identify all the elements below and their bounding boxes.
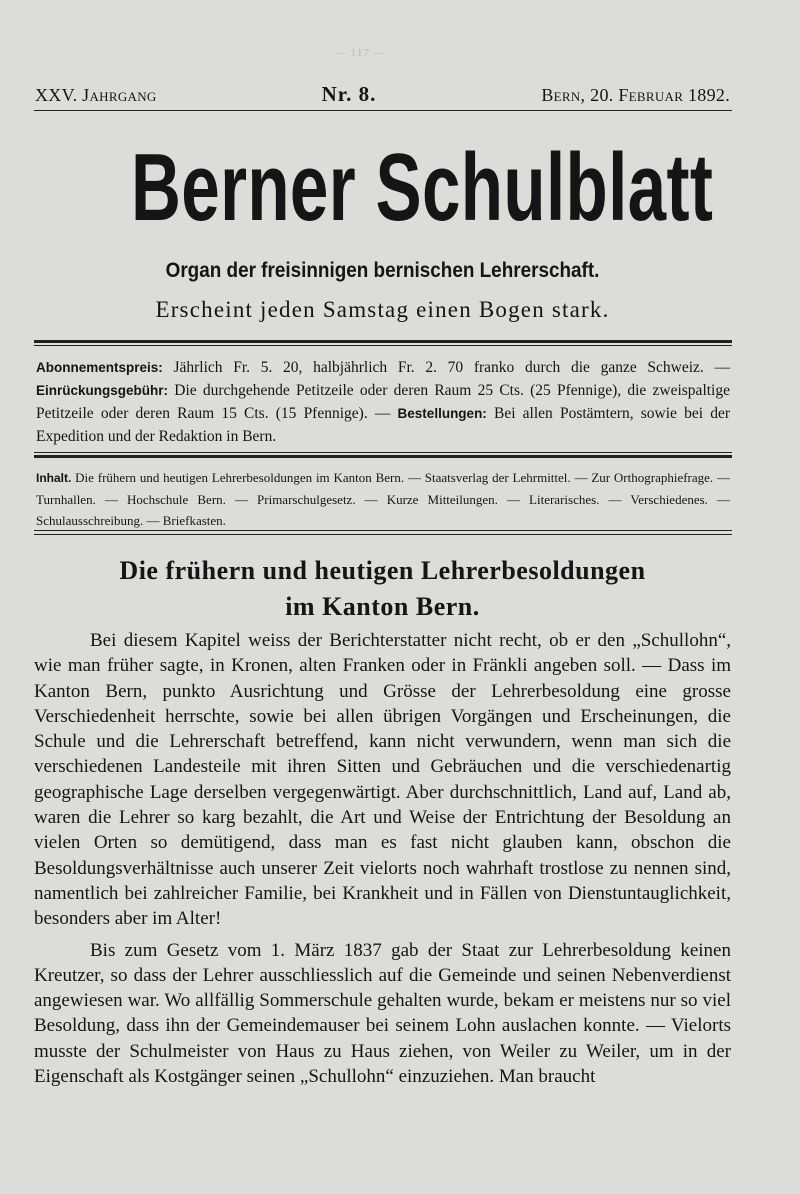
article-title bbox=[0, 553, 765, 625]
place-date: Bern, 20. Februar 1892. bbox=[541, 85, 730, 105]
insertion-fee-text: Die durchgehende Petitzeile oder deren Raum 25 Cts. (25 Pfennige), die zweispaltige Petitzeile oder deren Raum 15 Cts. (15 Pfennige). — bbox=[36, 382, 730, 422]
subscription-info bbox=[36, 356, 730, 448]
double-rule-mid-thin bbox=[34, 452, 732, 453]
double-rule-mid bbox=[34, 455, 732, 458]
subscription-price-text: Jährlich Fr. 5. 20, halbjährlich Fr. 2. 70 franko durch die ganze Schweiz. — bbox=[162, 359, 730, 376]
issue-header bbox=[35, 82, 730, 107]
bleed-through-text: — 117 — bbox=[335, 47, 386, 59]
article-paragraph-2: Bis zum Gesetz vom 1. März 1837 gab der Staat zur Lehrerbesoldung keinen Kreutzer, so dass der Lehrer ausschliesslich auf die Gemeinde und seinen Nebenverdienst angewiesen war. Wo allfällig Sommerschule gehalten wurde, bekam er meistens nur so viel Besoldung, dass ihn der Gemeindemauser bei seinem Lohn auslachen konnte. — Vielorts musste der Schulmeister von Haus zu Haus ziehen, von Weiler zu Weiler, um in der Eigenschaft als Kostgänger seinen „Schullohn“ einzuziehen. Man braucht bbox=[34, 939, 731, 1088]
header-rule bbox=[34, 110, 732, 111]
volume-label: XXV. Jahrgang bbox=[35, 85, 157, 105]
orders-label: Bestellungen: bbox=[397, 406, 487, 421]
masthead-title: Berner Schulblatt bbox=[130, 134, 714, 241]
double-rule-top bbox=[34, 340, 732, 343]
insertion-fee-label: Einrückungsgebühr: bbox=[36, 383, 169, 398]
orders-text: Bei allen Postämtern, sowie bei der Expedition und der Redaktion in Bern. bbox=[36, 405, 730, 445]
contents-text: Die frühern und heutigen Lehrerbesoldungen im Kanton Bern. — Staatsverlag der Lehrmittel. — Zur Orthographiefrage. — Turnhallen. — Hochschule Bern. — Primarschulgesetz. — Kurze Mitteilungen. — Literarisches. — Verschiedenes. — Schulausschreibung. — Briefkasten. bbox=[36, 470, 730, 528]
article-title-line1: Die frühern und heutigen Lehrerbesoldungen bbox=[119, 556, 646, 585]
issue-number: Nr. 8. bbox=[321, 82, 377, 106]
article-title-line2: im Kanton Bern. bbox=[285, 592, 480, 621]
double-rule-top-thin bbox=[34, 345, 732, 346]
contents-rule-1 bbox=[34, 530, 732, 531]
subscription-price-label: Abonnementspreis: bbox=[36, 360, 163, 375]
contents-label: Inhalt. bbox=[36, 471, 72, 485]
contents-rule-2 bbox=[34, 534, 732, 535]
article-body bbox=[34, 628, 731, 1089]
publication-frequency: Erscheint jeden Samstag einen Bogen stark. bbox=[155, 297, 610, 322]
masthead-subtitle: Organ der freisinnigen bernischen Lehrerschaft. bbox=[165, 259, 600, 282]
table-of-contents bbox=[36, 467, 730, 531]
article-paragraph-1: Bei diesem Kapitel weiss der Berichterstatter nicht recht, ob er den „Schullohn“, wie man früher sagte, in Kronen, alten Franken oder in Fränkli angeben soll. — Dass im Kanton Bern, punkto Ausrichtung und Grösse der Lehrerbesoldung eine grosse Verschiedenheit herrschte, sowie bei allen übrigen Vorgängen und Erscheinungen, die Schule und die Lehrerschaft betreffend, kann nicht verwundern, wenn man sich die verschiedenen Landesteile mit ihren Sitten und Gebräuchen und die verschiedenartig geographische Lage derselben vergegenwärtigt. Aber durchschnittlich, Land auf, Land ab, waren die Lehrer so karg bezahlt, die Art und Weise der Entrichtung der Besoldung an vielen Orten so demütigend, dass man es fast nicht glauben kann, obschon die Besoldungsverhältnisse auch unserer Zeit vielorts noch wahrhaft trostlose zu nennen sind, namentlich bei zahlreicher Familie, bei Krankheit und in Fällen von Dienstuntauglichkeit, besonders aber im Alter! bbox=[34, 630, 731, 930]
